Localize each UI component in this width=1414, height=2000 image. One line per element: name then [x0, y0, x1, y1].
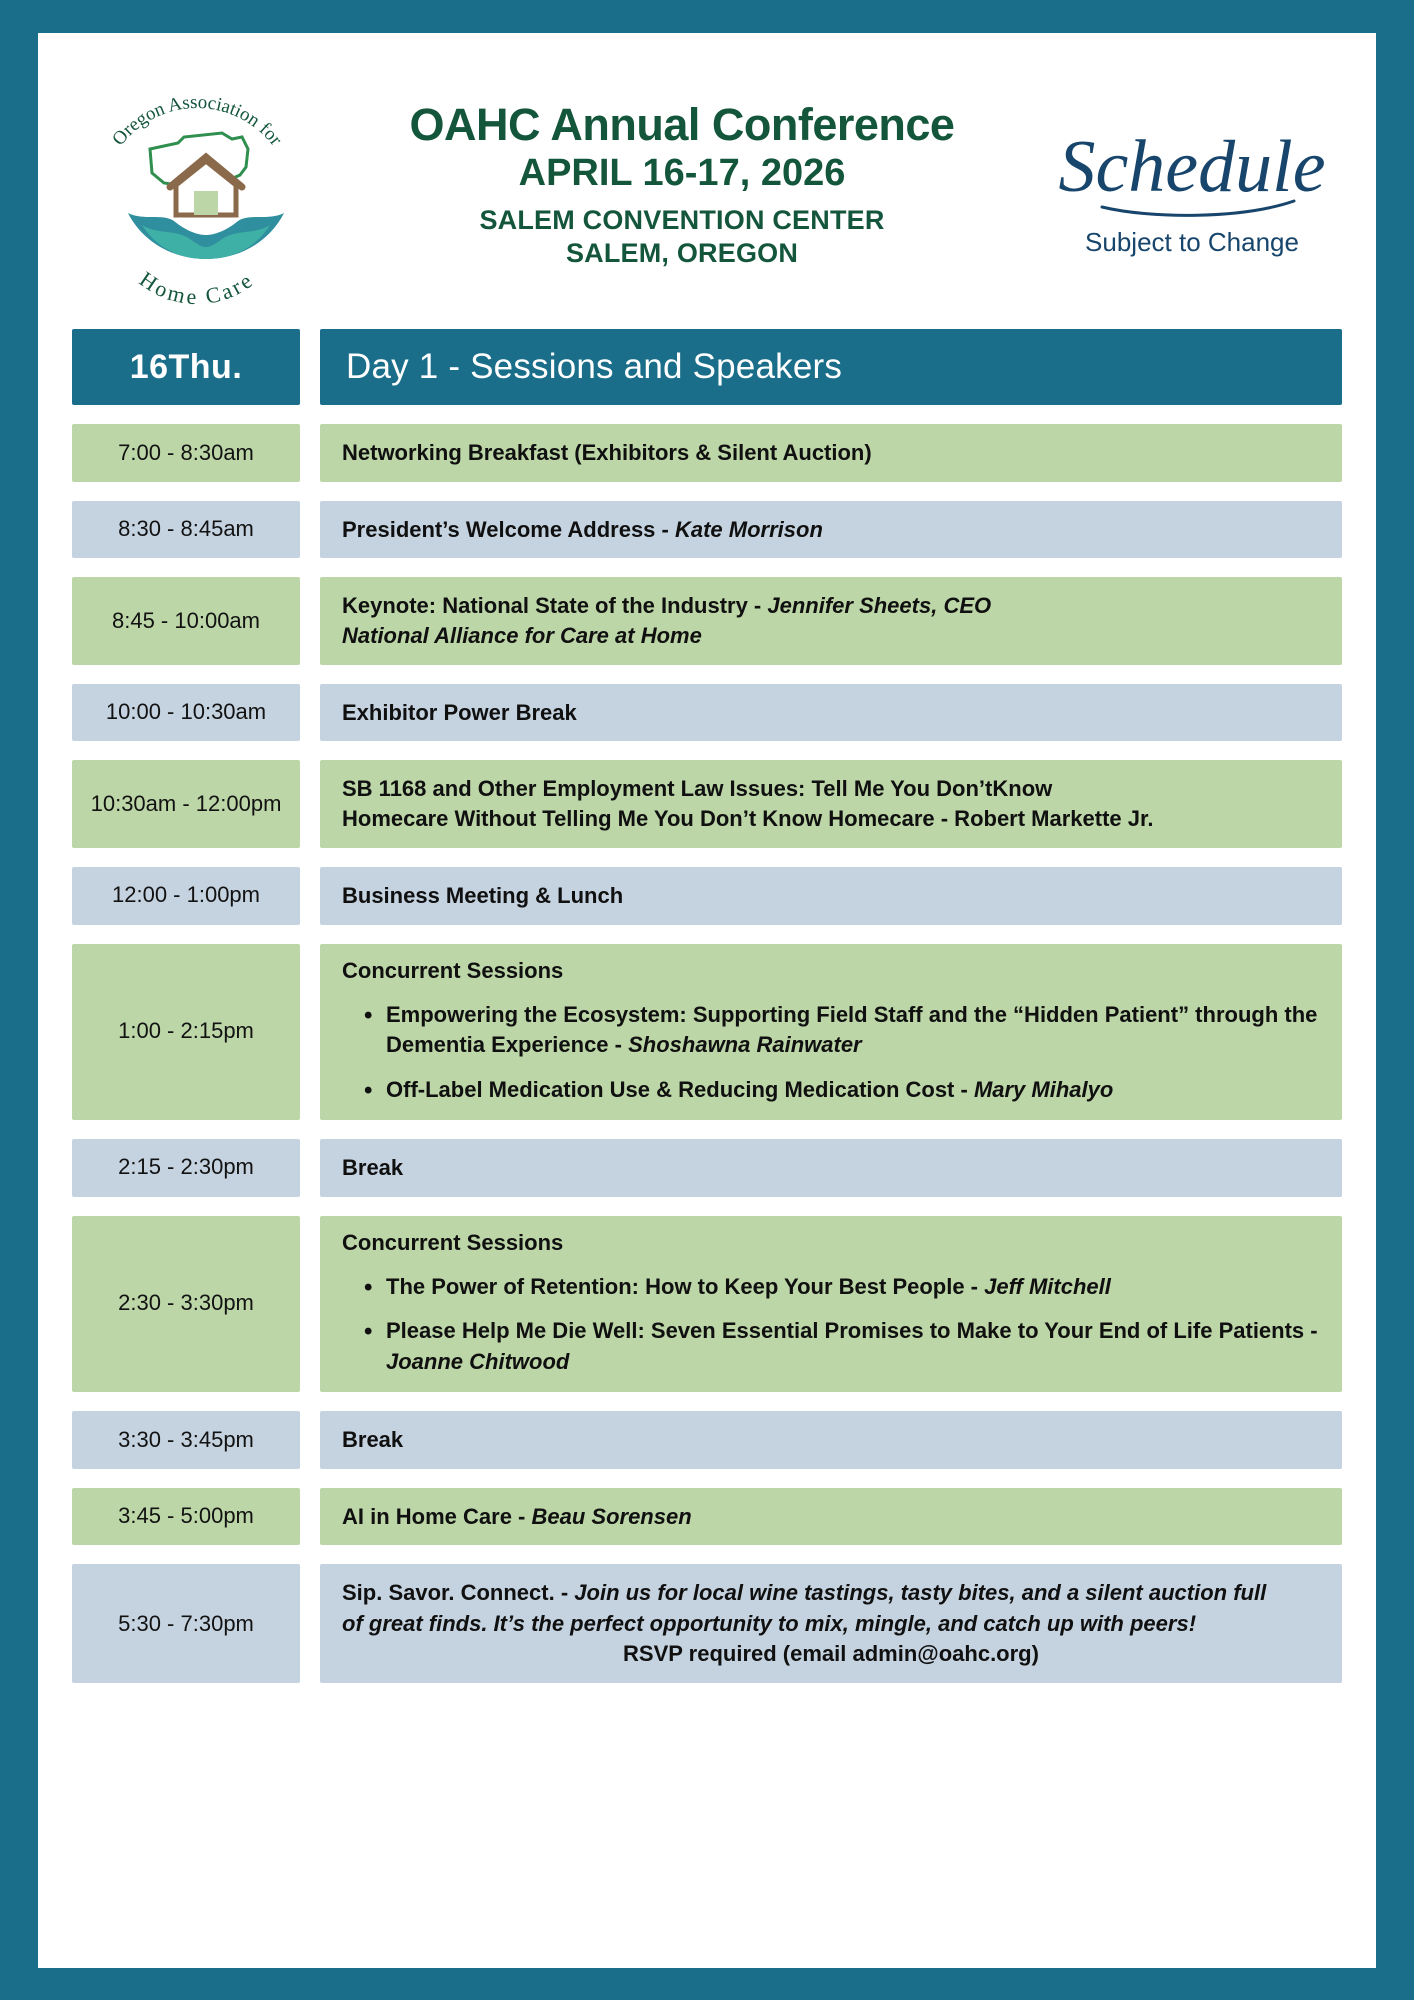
- speaker-name: of great finds. It’s the perfect opportunity to mix, mingle, and catch up with peers!: [342, 1610, 1197, 1636]
- session-line: [342, 621, 1320, 651]
- session-time: 2:30 - 3:30pm: [72, 1216, 300, 1392]
- session-heading: Concurrent Sessions: [342, 957, 564, 983]
- session-line: [342, 1609, 1320, 1639]
- svg-text:Oregon Association for: Oregon Association for: [108, 91, 287, 150]
- schedule-row: [72, 1216, 1342, 1392]
- session-content: [320, 1564, 1342, 1683]
- speaker-name: Shoshawna Rainwater: [628, 1032, 862, 1058]
- session-line: President’s Welcome Address - Kate Morrison: [342, 516, 823, 542]
- session-line: Keynote: National State of the Industry - Jennifer Sheets, CEO: [342, 593, 992, 619]
- page-title: OAHC Annual Conference: [409, 99, 955, 150]
- session-bullet-list: [342, 1258, 1320, 1378]
- oahc-logo: [72, 63, 322, 313]
- schedule-row: [72, 424, 1342, 482]
- schedule-subject-note: Subject to Change: [1085, 227, 1299, 257]
- session-line: Business Meeting & Lunch: [342, 882, 624, 908]
- session-heading: Concurrent Sessions: [342, 1229, 564, 1255]
- schedule-script-word: [1042, 115, 1342, 223]
- session-line: Break: [342, 1154, 404, 1180]
- conference-venue: SALEM CONVENTION CENTER: [479, 205, 885, 236]
- session-content: [320, 424, 1342, 482]
- schedule-row: [72, 501, 1342, 559]
- schedule-list: [72, 424, 1342, 1683]
- day-chip: 16Thu.: [72, 329, 300, 405]
- session-line: AI in Home Care - Beau Sorensen: [342, 1503, 692, 1529]
- schedule-row: [72, 577, 1342, 664]
- speaker-name: Jennifer Sheets, CEO: [767, 593, 992, 619]
- session-time: 3:30 - 3:45pm: [72, 1411, 300, 1469]
- speaker-name: Beau Sorensen: [531, 1503, 692, 1529]
- session-content: [320, 944, 1342, 1120]
- session-content: [320, 760, 1342, 847]
- session-line: Homecare Without Telling Me You Don’t Know Homecare - Robert Markette Jr.: [342, 806, 1154, 832]
- session-content: [320, 501, 1342, 559]
- session-line: Sip. Savor. Connect. - Join us for local wine tastings, tasty bites, and a silent auction full: [342, 1580, 1267, 1606]
- day-banner-title: Day 1 - Sessions and Speakers: [320, 329, 1342, 405]
- schedule-row: [72, 944, 1342, 1120]
- schedule-row: [72, 1139, 1342, 1197]
- session-line: SB 1168 and Other Employment Law Issues: Tell Me You Don’tKnow: [342, 776, 1053, 802]
- schedule-row: [72, 684, 1342, 742]
- conference-city: SALEM, OREGON: [565, 238, 799, 269]
- speaker-name: Jeff Mitchell: [984, 1273, 1111, 1299]
- session-time: 2:15 - 2:30pm: [72, 1139, 300, 1197]
- session-time: 1:00 - 2:15pm: [72, 944, 300, 1120]
- schedule-row: [72, 1411, 1342, 1469]
- list-item: • The Power of Retention: How to Keep Your Best People - Jeff Mitchell: [386, 1272, 1320, 1303]
- schedule-row: [72, 1564, 1342, 1683]
- schedule-label-block: [1042, 55, 1342, 258]
- speaker-name: Mary Mihalyo: [973, 1077, 1114, 1103]
- day-banner-row: [72, 329, 1342, 405]
- schedule-row: [72, 867, 1342, 925]
- speaker-name: Kate Morrison: [674, 516, 823, 542]
- speaker-name: Joanne Chitwood: [386, 1349, 570, 1375]
- session-line: Break: [342, 1426, 404, 1452]
- session-time: 7:00 - 8:30am: [72, 424, 300, 482]
- session-content: [320, 1216, 1342, 1392]
- list-item: • Please Help Me Die Well: Seven Essential Promises to Make to Your End of Life Patients - Joanne Chitwood: [386, 1316, 1320, 1378]
- session-content: [320, 684, 1342, 742]
- speaker-name: National Alliance for Care at Home: [342, 623, 702, 649]
- conference-title-block: [322, 55, 1042, 270]
- svg-text:Home Care: Home Care: [135, 266, 259, 310]
- list-item: • Off-Label Medication Use & Reducing Medication Cost - Mary Mihalyo: [386, 1075, 1320, 1106]
- schedule-row: [72, 1488, 1342, 1546]
- session-content: [320, 577, 1342, 664]
- conference-dates: APRIL 16-17, 2026: [518, 151, 846, 194]
- page-header: [38, 33, 1376, 317]
- session-bullet-list: [342, 986, 1320, 1106]
- session-content: [320, 1411, 1342, 1469]
- session-time: 12:00 - 1:00pm: [72, 867, 300, 925]
- session-content: [320, 1488, 1342, 1546]
- session-time: 10:30am - 12:00pm: [72, 760, 300, 847]
- session-line: Exhibitor Power Break: [342, 699, 577, 725]
- session-line: Networking Breakfast (Exhibitors & Silent Auction): [342, 440, 872, 465]
- session-time: 8:30 - 8:45am: [72, 501, 300, 559]
- session-time: 3:45 - 5:00pm: [72, 1488, 300, 1546]
- session-time: 10:00 - 10:30am: [72, 684, 300, 742]
- speaker-name: Join us for local wine tastings, tasty bites, and a silent auction full: [574, 1580, 1267, 1606]
- session-content: [320, 867, 1342, 925]
- schedule-page: [38, 33, 1376, 1968]
- session-time: 8:45 - 10:00am: [72, 577, 300, 664]
- schedule-row: [72, 760, 1342, 847]
- session-time: 5:30 - 7:30pm: [72, 1564, 300, 1683]
- session-content: [320, 1139, 1342, 1197]
- rsvp-note: RSVP required (email admin@oahc.org): [623, 1641, 1039, 1667]
- svg-text:Schedule: Schedule: [1058, 126, 1326, 208]
- list-item: • Empowering the Ecosystem: Supporting Field Staff and the “Hidden Patient” through the Dementia Experience - Shoshawna Rainwater: [386, 1000, 1320, 1062]
